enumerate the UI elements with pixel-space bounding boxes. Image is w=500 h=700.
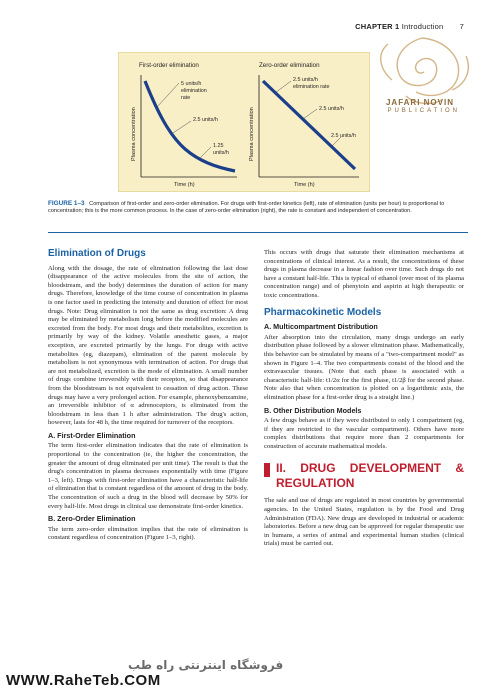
figure-1-3 [118,52,370,192]
figure-label: FIGURE 1–3 [48,200,85,207]
subsection-zero-order: B. Zero-Order Elimination [48,514,136,524]
part-heading-bar [264,463,270,477]
right-panel-title: Zero-order elimination [259,62,320,69]
right-leader-1 [275,81,291,93]
paragraph-first-order: The term first-order elimination indicates that the rate of elimination is proportional to the concentration (ie, the higher the concentration, the greater the amount of drug eliminated per unit time). The result is that the drug's concentration in plasma decreases exponentially with time (Figure 1–3, left). Drugs with first-order elimination have a characteristic half-life of elimination that is constant regardless of the amount of drug in the body. The concentration of such a drug in the blood will decrease by 50% for every half-life. Most drugs in clinical use demonstrate first-order kinetics. [48,442,248,510]
figure-caption [48,200,468,215]
left-annot-rate-word: rate [181,95,191,101]
watermark-subtitle: PUBLICATION [387,108,460,114]
left-annot-elimination: elimination [181,88,207,94]
right-ylabel: Plasma concentration [249,107,255,161]
left-annot-rate-1: 5 units/h [181,81,202,87]
left-leader-2 [173,121,191,133]
part-heading-text: II. DRUG DEVELOPMENT & REGULATION [276,461,464,491]
chapter-label: CHAPTER 1 [355,22,400,31]
section-title-pk-models: Pharmacokinetic Models [264,306,382,318]
subsection-first-order: A. First-Order Elimination [48,430,136,440]
right-annot-elimination-rate: elimination rate [293,84,330,90]
paragraph-zero-order-cont: This occurs with drugs that saturate their elimination mechanisms at concentrations of clinical interest. As a result, the concentrations of these drugs in plasma decrease in a linear fashion over time. Such drugs do not have a constant half-life. This is typical of ethanol (over most of its plasma concentration range) and of phenytoin and aspirin at high therapeutic or toxic concentrations. [264,249,464,299]
left-leader-1 [157,83,179,107]
paragraph-other-models: A few drugs behave as if they were distributed to only 1 compartment (eg, if they are restricted to the vascular compartment). Others have more complex distributions that require more than 2 compartments for construction of accurate mathematical models. [264,417,464,450]
footer-persian-watermark: فروشگاه اینترنتی راه طب [128,658,284,672]
caption-divider [48,232,468,233]
footer-site-watermark: WWW.RaheTeb.COM [6,672,161,689]
left-leader-3 [199,147,211,159]
paragraph-multicompartment: After absorption into the circulation, many drugs undergo an early distribution phase followed by a slower elimination phase. Mathematically, this behavior can be simulated by means of a "two-compartment model" as shown in Figure 1–4. The two compartments consist of the blood and the extravascular tissues. (Note that each phase is associated with a characteristic half-life: t1/2α for the first phase, t1/2β for the second phase. Note also that when concentration is plotted on a logarithmic axis, the elimination phase for a first-order drug is a straight line.) [264,333,464,401]
left-ylabel: Plasma concentration [131,107,137,161]
paragraph-regulation: The sale and use of drugs are regulated in most countries by governmental agencies. In the United States, regulation is by the Food and Drug Administration (FDA). New drugs are developed in industrial or academic laboratories. Before a new drug can be approved for regular therapeutic use in humans, a series of animal and experimental human studies (clinical trials) must be carried out. [264,497,464,548]
section-title-elimination: Elimination of Drugs [48,248,146,259]
right-annot-rate-3: 2.5 units/h [331,133,356,139]
right-leader-2 [303,109,317,119]
right-line [263,81,355,169]
watermark-name: JAFARI NOVIN [385,98,454,107]
right-column [264,249,464,553]
right-annot-rate-2: 2.5 units/h [319,106,344,112]
left-annot-rate-2: 2.5 units/h [193,117,218,123]
left-xlabel: Time (h) [174,182,195,188]
paragraph-elimination: Along with the dosage, the rate of elimination following the last dose (disappearance of the active molecules from the site of action, the bloodstream, and the body) determines the duration of action for many drugs. Therefore, knowledge of the time course of concentration in plasma is one factor used in predicting the intensity and duration of effect for most drugs. Note: Drug elimination is not the same as drug excretion: A drug may be eliminated by metabolism long before the modified molecules are excreted from the body. For most drugs and their metabolites, excretion is primarily by way of the kidney. Volatile anesthetic gases, a major exception, are excreted primarily by the lungs. For drugs with active metabolites (eg, diazepam), elimination of the parent molecule by metabolism is not synonymous with termination of action. For drugs that are not metabolized, excretion is the mode of elimination. A small number of drugs combine irreversibly with their receptors, so that disappearance from the bloodstream is not equivalent to cessation of drug action. These drugs may have a very prolonged action. For example, phenoxybenzamine, an irreversible inhibitor of α adrenoceptors, is eliminated from the bloodstream in less than 1 h after administration. The drug's action, however, lasts for 48 h, the time required for turnover of the receptors. [48,264,248,427]
left-column [48,250,248,547]
left-panel-title: First-order elimination [139,62,199,69]
subsection-multicompartment: A. Multicompartment Distribution [264,322,378,332]
left-annot-units: units/h [213,150,229,156]
paragraph-zero-order: The term zero-order elimination implies that the rate of elimination is constant regardless of concentration (Figure 1–3, right). [48,525,248,542]
left-annot-rate-3: 1.25 [213,143,224,149]
part-heading [264,461,464,491]
right-xlabel: Time (h) [294,182,315,188]
subsection-other-models: B. Other Distribution Models [264,405,362,415]
page-number: 7 [459,22,464,31]
right-annot-rate-1: 2.5 units/h [293,77,318,83]
chapter-title: Introduction [401,22,444,31]
elimination-diagram [119,53,371,193]
figure-caption-text: Comparison of first-order and zero-order elimination. For drugs with first-order kinetics (left), rate of elimination (units per hour) is proportional to concentration; this is the more common process. In the case of zero-order elimination (right), the rate is constant and independent of concentration. [48,201,445,215]
